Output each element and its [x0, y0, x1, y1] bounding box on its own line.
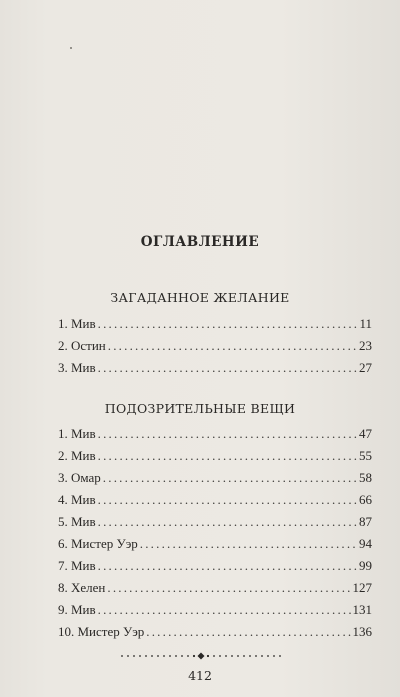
- toc-entry: 9. Мив ..... 131: [58, 602, 372, 624]
- toc-entry: 6. Мистер Уэр ..... 94: [58, 536, 372, 558]
- contents-heading: ОГЛАВЛЕНИЕ: [140, 234, 260, 250]
- toc-entry: 8. Хелен ..... 127: [58, 580, 372, 602]
- toc-entry: 7. Мив ..... 99: [58, 558, 372, 580]
- paper-speck: [70, 47, 72, 49]
- part-2-entries: [58, 426, 372, 646]
- toc-entry: 1. Мив ..... 47: [58, 426, 372, 448]
- toc-entry: 10. Мистер Уэр ..... 136: [58, 624, 372, 646]
- page-number: 412: [188, 668, 212, 683]
- toc-entry: 3. Мив ..... 27: [58, 360, 372, 382]
- toc-entry: 5. Мив ..... 87: [58, 514, 372, 536]
- toc-entry: 2. Мив ..... 55: [58, 448, 372, 470]
- part-2-title: ПОДОЗРИТЕЛЬНЫЕ ВЕЩИ: [104, 401, 296, 416]
- page-ornament: [118, 651, 284, 661]
- toc-entry: 1. Мив ..... 11: [58, 316, 372, 338]
- toc-entry: 3. Омар ..... 58: [58, 470, 372, 492]
- part-1-title: ЗАГАДАННОЕ ЖЕЛАНИЕ: [110, 290, 290, 305]
- part-1-entries: [58, 316, 372, 382]
- toc-entry: 4. Мив ..... 66: [58, 492, 372, 514]
- toc-entry: 2. Остин ..... 23: [58, 338, 372, 360]
